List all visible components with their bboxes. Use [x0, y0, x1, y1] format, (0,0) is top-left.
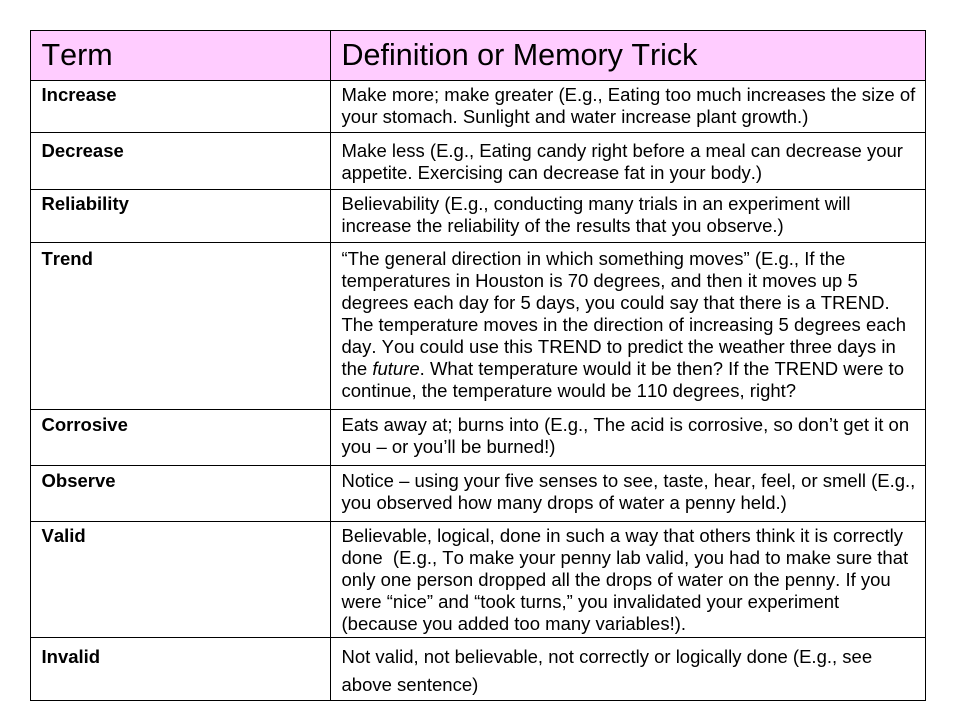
- row-reliability: [31, 190, 925, 243]
- definition-corrosive: [331, 410, 925, 465]
- definition-valid: [331, 522, 925, 637]
- row-decrease: [31, 133, 925, 190]
- definition-line: degrees each day for 5 days, you could say that there is a TREND.: [341, 291, 890, 313]
- header-term: Term: [31, 31, 331, 80]
- definition-line: day. You could use this TREND to predict the weather three days in: [341, 335, 896, 357]
- definition-reliability: [331, 190, 925, 242]
- definition-line: your stomach. Sunlight and water increase plant growth.): [341, 105, 809, 127]
- definition-line: “The general direction in which something moves” (E.g., If the: [341, 247, 846, 269]
- definition-line: Eats away at; burns into (E.g., The acid is corrosive, so don’t get it on: [341, 413, 910, 435]
- definition-observe: [331, 466, 925, 521]
- definition-line: Notice – using your five senses to see, taste, hear, feel, or smell (E.g.,: [341, 469, 916, 491]
- definition-line: done (E.g., To make your penny lab valid, you had to make sure that: [341, 546, 909, 568]
- definition-text: the: [341, 357, 373, 379]
- term-trend: Trend: [31, 243, 331, 409]
- term-reliability: Reliability: [31, 190, 331, 242]
- definition-line: Make less (E.g., Eating candy right before a meal can decrease your: [341, 139, 903, 161]
- definition-trend: [331, 243, 925, 409]
- term-invalid: Invalid: [31, 638, 331, 700]
- definition-line: temperatures in Houston is 70 degrees, and then it moves up 5: [341, 269, 858, 291]
- definition-line: (because you added too many variables!).: [341, 612, 687, 634]
- row-observe: [31, 466, 925, 522]
- definition-line: appetite. Exercising can decrease fat in your body.): [341, 161, 763, 183]
- definition-text: . What temperature would it be then? If the TREND were to: [419, 357, 904, 379]
- term-observe: Observe: [31, 466, 331, 521]
- definition-invalid: [331, 638, 925, 700]
- header-definition: Definition or Memory Trick: [341, 38, 698, 72]
- row-valid: [31, 522, 925, 638]
- definition-line: Believability (E.g., conducting many trials in an experiment will: [341, 192, 851, 214]
- definition-line: were “nice” and “took turns,” you invalidated your experiment: [341, 590, 840, 612]
- term-increase: Increase: [31, 81, 331, 132]
- definition-line: continue, the temperature would be 110 degrees, right?: [341, 379, 797, 401]
- definition-decrease: [331, 133, 925, 189]
- definition-line: Make more; make greater (E.g., Eating too much increases the size of: [341, 83, 916, 105]
- definition-line: The temperature moves in the direction of increasing 5 degrees each: [341, 313, 907, 335]
- definition-line: you observed how many drops of water a penny held.): [341, 491, 787, 513]
- term-decrease: Decrease: [31, 133, 331, 189]
- definition-line: Believable, logical, done in such a way that others think it is correctly: [341, 524, 903, 546]
- definition-line: Not valid, not believable, not correctly or logically done (E.g., see: [341, 645, 873, 667]
- definition-line: only one person dropped all the drops of water on the penny. If you: [341, 568, 891, 590]
- definition-line: increase the reliability of the results that you observe.): [341, 214, 784, 236]
- header-row: [31, 31, 925, 81]
- italic-word: future: [372, 357, 420, 379]
- term-corrosive: Corrosive: [31, 410, 331, 465]
- definition-line-with-italic: [342, 358, 922, 380]
- definition-increase: [331, 81, 925, 132]
- term-valid: Valid: [31, 522, 331, 637]
- definition-line: you – or you’ll be burned!): [341, 435, 556, 457]
- row-invalid: [31, 638, 925, 700]
- row-trend: [31, 243, 925, 410]
- row-increase: [31, 81, 925, 133]
- row-corrosive: [31, 410, 925, 466]
- vocabulary-table: [30, 30, 926, 701]
- definition-line: above sentence): [341, 673, 479, 695]
